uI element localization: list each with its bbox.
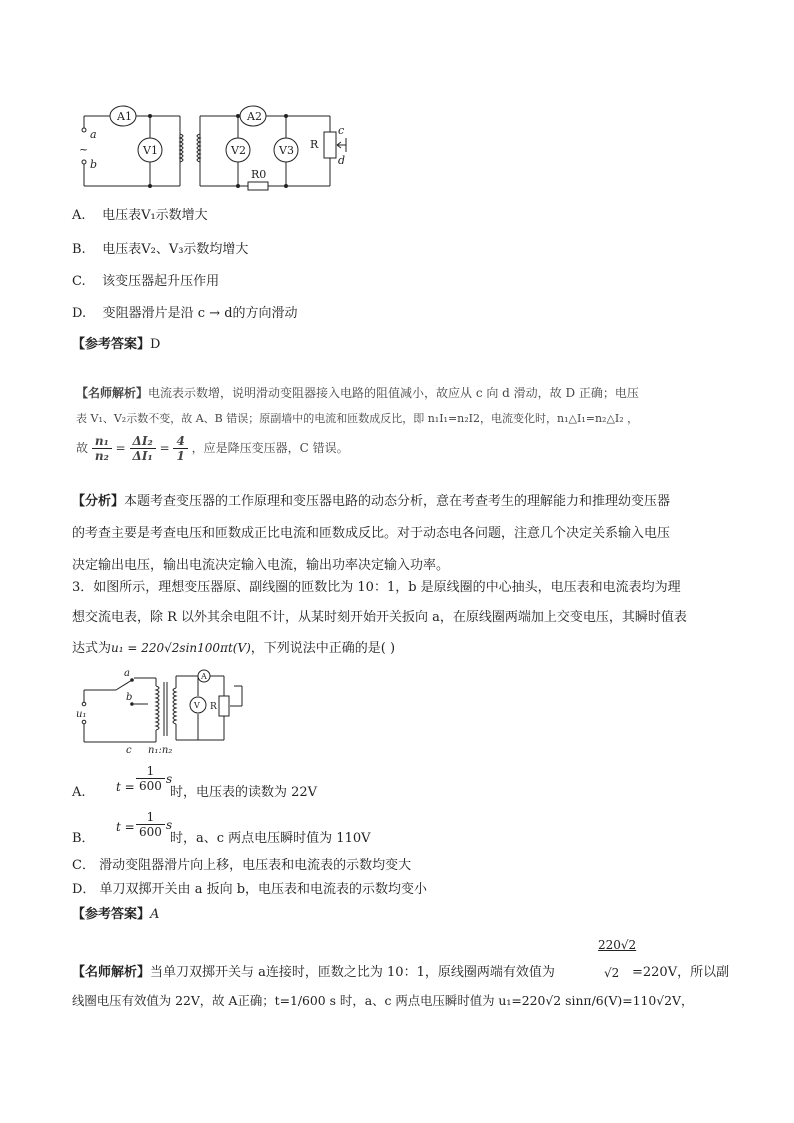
option-text: 时，电压表的读数为 22V xyxy=(170,785,318,800)
option-letter: B． xyxy=(72,831,95,846)
option-den: 600 xyxy=(139,825,162,839)
analysis-line-3: 故 $\frac{\text{n₁}}{\text{n₂}}$ = $\frac{\text{ΔI₂}}{\text{ΔI₁}}$ = $\frac{4}{1}$ ，应是降压变压器，C 错误。 xyxy=(76,434,349,463)
analysis-gu: 故 xyxy=(76,441,89,455)
q3-stem-line-3-pre: 达式为 xyxy=(72,641,112,656)
frac-mid-num: ΔI₂ xyxy=(130,434,156,449)
switch-b-label: b xyxy=(126,692,133,703)
resistor-label: R xyxy=(210,702,217,712)
analysis-line-3-tail: ，应是降压变压器，C 错误。 xyxy=(191,441,349,455)
analysis-fraction-numerator: 220√2 xyxy=(598,938,637,952)
frac-mid-den: ΔI₁ xyxy=(132,449,153,463)
resistor-r-label: R xyxy=(310,138,319,151)
q3-option-a xyxy=(72,764,472,804)
transformer-circuit-figure-1 xyxy=(70,98,360,198)
q3-analysis-line-2: 线圈电压有效值为 22V，故 A正确；t=1/600 s 时，a、c 两点电压瞬时值为 u₁=220√2 sinπ/6(V)=110√2V， xyxy=(72,993,694,1008)
option-text: 变阻器滑片是沿 c → d的方向滑动 xyxy=(102,306,298,321)
q2-analysis xyxy=(76,380,726,463)
voltmeter-v3-label: V3 xyxy=(279,144,294,157)
option-den: 600 xyxy=(139,779,162,793)
q3-stem-line-3-post: ，下列说法中正确的是( ) xyxy=(250,641,396,656)
ammeter-label: A xyxy=(201,672,207,681)
fenxi-line-1: 本题考查变压器的工作原理和变压器电路的动态分析，意在考查考生的理解能力和推理幼变压器 xyxy=(124,494,671,509)
q3-stem-line-2: 想交流电表，除 R 以外其余电阻不计，从某时刻开始开关扳向 a，在原线圈两端加上交变电压，其瞬时值表 xyxy=(72,610,687,625)
analysis-line-1-pre: 当单刀双掷开关与 a连接时，匝数之比为 10：1，原线圈两端有效值为 xyxy=(150,965,555,980)
option-num: 1 xyxy=(136,764,165,779)
answer-label: 【参考答案】 xyxy=(72,337,151,352)
answer-label: 【参考答案】 xyxy=(72,907,151,922)
input-u1-label: u₁ xyxy=(76,709,87,720)
slider-c-label: c xyxy=(338,124,345,137)
q3-option-b xyxy=(72,808,472,848)
option-c xyxy=(72,271,219,293)
transformer-circuit-figure-2 xyxy=(76,664,256,756)
option-letter: C. xyxy=(72,274,86,289)
q3-stem xyxy=(72,574,732,663)
ac-source-symbol: ~ xyxy=(79,143,89,156)
option-letter: D. xyxy=(72,306,87,321)
option-t: t = xyxy=(116,820,135,834)
q3-option-c: C． 滑动变阻器滑片向上移，电压表和电流表的示数均变大 xyxy=(72,858,412,873)
option-text: 电压表V₂、V₃示数均增大 xyxy=(102,242,249,257)
turns-ratio-label: n₁:n₂ xyxy=(148,745,173,756)
resistor-r0-label: R0 xyxy=(251,168,267,181)
voltmeter-label: V xyxy=(194,701,200,710)
terminal-c-label: c xyxy=(126,745,132,756)
analysis-line-1: 电流表示数增，说明滑动变阻器接入电路的阻值减小，故应从 c 向 d 滑动，故 D 正确；电压 xyxy=(148,386,639,400)
option-unit: s xyxy=(166,818,173,832)
analysis-label: 【名师解析】 xyxy=(76,386,149,400)
frac-right-den: 1 xyxy=(176,449,185,463)
terminal-b-label: b xyxy=(90,158,98,171)
ammeter-a2-label: A2 xyxy=(247,110,262,123)
option-text: 时，a、c 两点电压瞬时值为 110V xyxy=(170,831,371,846)
q3-analysis-line-1 xyxy=(72,962,555,984)
option-letter: B. xyxy=(72,242,86,257)
q3-formula: u₁ = 220√2sin100πt(V) xyxy=(111,641,251,655)
reference-answer xyxy=(72,334,160,356)
analysis-line-1-post: =220V，所以副 xyxy=(632,965,730,980)
q3-reference-answer xyxy=(72,904,159,926)
terminal-a-label: a xyxy=(90,128,97,141)
analysis-line-2: 表 V₁、V₂示数不变，故 A、B 错误；原副墙中的电流和匝数成反比，即 n₁I₁=n₂I2，电流变化时，n₁△I₁=n₂△I₂ ， xyxy=(76,412,639,425)
frac-left-den: n₂ xyxy=(94,449,109,463)
option-letter: A. xyxy=(72,208,86,223)
q2-fenxi xyxy=(72,488,732,580)
analysis-label: 【名师解析】 xyxy=(72,965,151,980)
slider-d-label: d xyxy=(338,154,346,167)
ammeter-a1-label: A1 xyxy=(117,110,132,123)
option-text: 电压表V₁示数增大 xyxy=(102,208,208,223)
q3-stem-line-1: 3．如图所示，理想变压器原、副线圈的匝数比为 10：1，b 是原线圈的中心抽头，电压表和电流表均为理 xyxy=(72,580,681,595)
option-unit: s xyxy=(166,772,173,786)
q3-option-d: D． 单刀双掷开关由 a 扳向 b，电压表和电流表的示数均变小 xyxy=(72,882,428,897)
option-num: 1 xyxy=(136,810,165,825)
option-a xyxy=(72,205,208,227)
option-text: 该变压器起升压作用 xyxy=(102,274,220,289)
option-letter: A. xyxy=(72,785,86,800)
frac-left-num: n₁ xyxy=(92,434,112,449)
frac-right-num: 4 xyxy=(173,434,187,449)
voltmeter-v2-label: V2 xyxy=(231,144,246,157)
analysis-fraction-denominator: √2 xyxy=(604,966,620,980)
fenxi-label: 【分析】 xyxy=(72,494,125,509)
fenxi-line-2: 的考查主要是考查电压和匝数成正比电流和匝数成反比。对于动态电各问题，注意几个决定关系输入电压 xyxy=(72,526,671,541)
fenxi-line-3: 决定输出电压，输出电流决定输入电流，输出功率决定输入功率。 xyxy=(72,558,450,573)
switch-a-label: a xyxy=(124,668,130,679)
option-t: t = xyxy=(116,780,135,794)
option-d xyxy=(72,303,298,325)
answer-value: A xyxy=(150,907,160,922)
voltmeter-v1-label: V1 xyxy=(143,144,158,157)
option-b xyxy=(72,239,248,261)
answer-value: D xyxy=(150,337,161,352)
